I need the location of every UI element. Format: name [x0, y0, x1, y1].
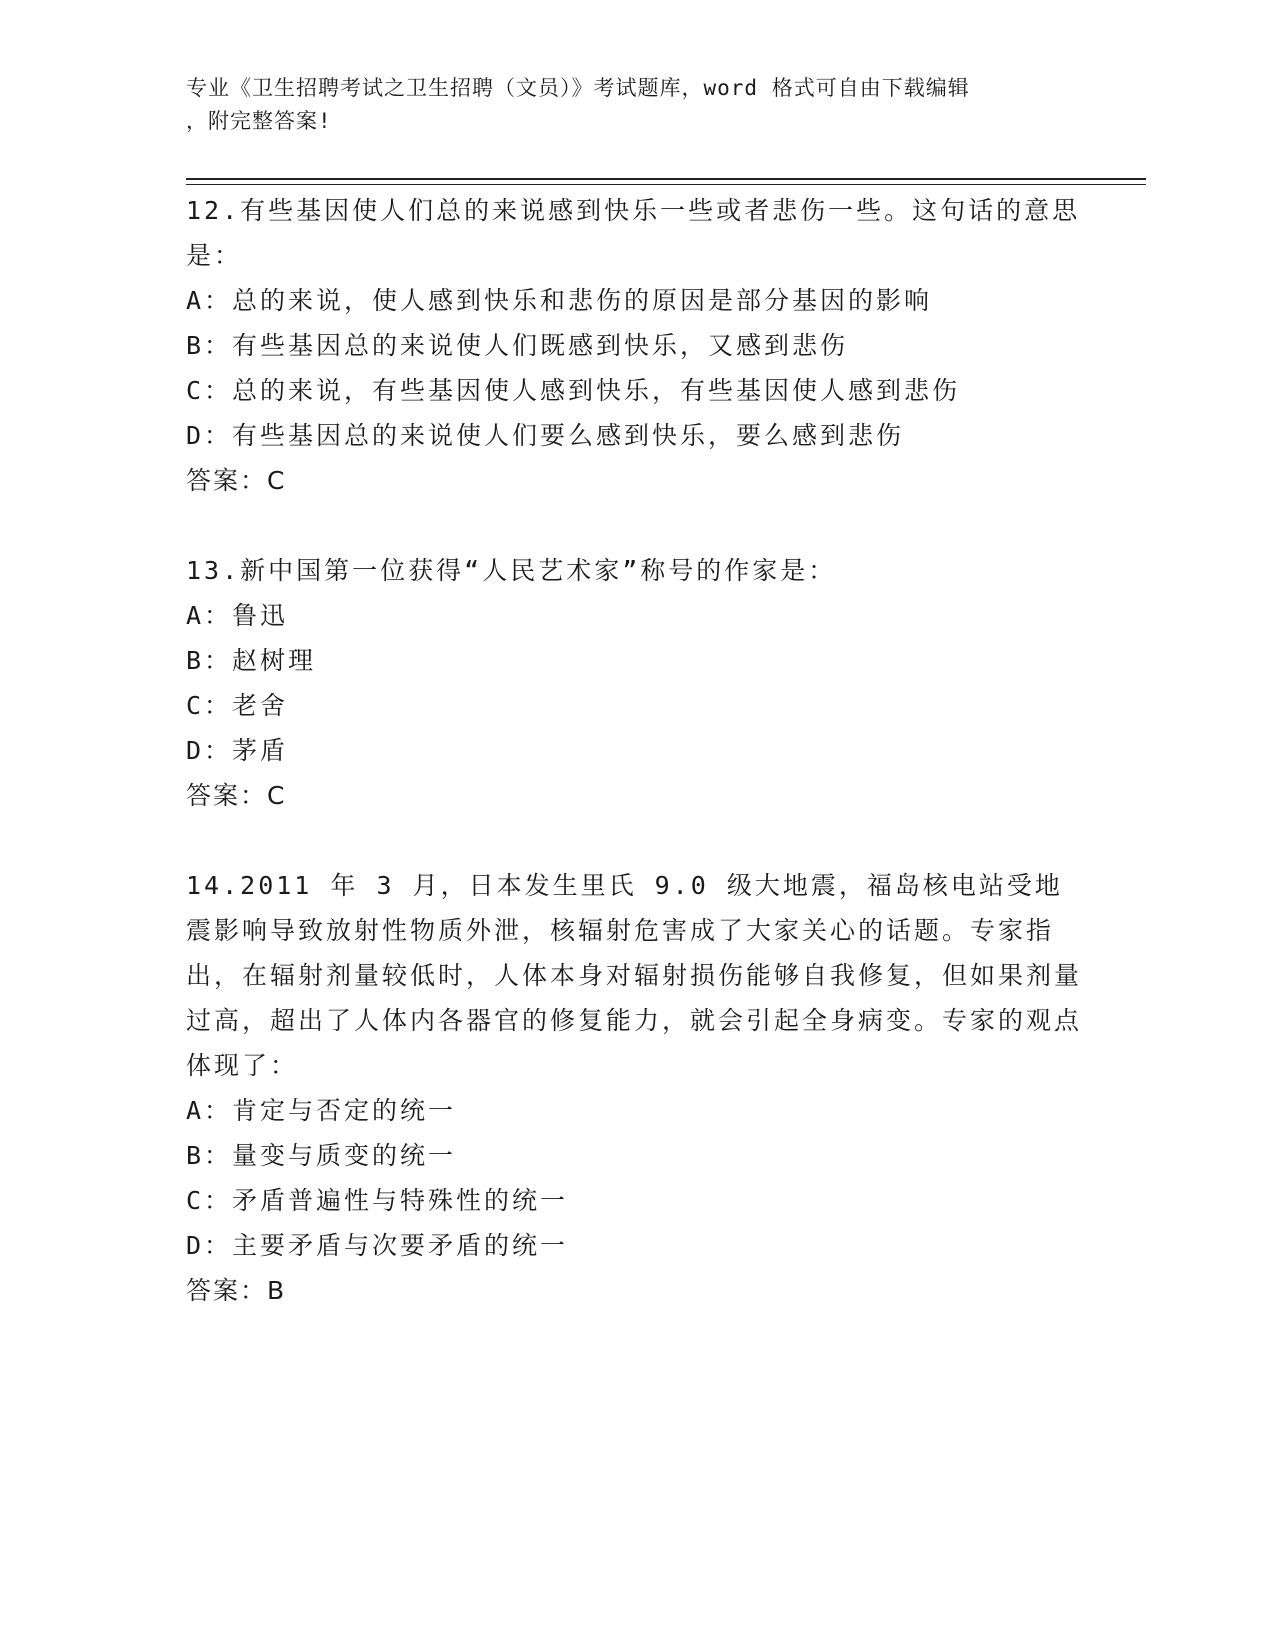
answer-value: B	[267, 1276, 287, 1305]
option-c: C：总的来说，有些基因使人感到快乐，有些基因使人感到悲伤	[186, 376, 961, 405]
header-line-2: ，附完整答案!	[186, 109, 332, 133]
header-divider-thick	[186, 178, 1146, 180]
option-a: A：鲁迅	[186, 601, 289, 630]
answer-label: 答案：	[186, 1276, 268, 1305]
option-d: D：有些基因总的来说使人们要么感到快乐，要么感到悲伤	[186, 421, 905, 450]
header-line-1: 专业《卫生招聘考试之卫生招聘（文员）》考试题库，word 格式可自由下载编辑	[186, 76, 970, 100]
question-stem: 13.新中国第一位获得“人民艺术家”称号的作家是：	[186, 556, 837, 585]
question-list	[186, 188, 1086, 1358]
question-stem: 14.2011 年 3 月，日本发生里氏 9.0 级大地震，福岛核电站受地震影响导致放射性物质外泄，核辐射危害成了大家关心的话题。专家指出，在辐射剂量较低时，人体本身对辐射损伤能够自我修复，但如果剂量过高，超出了人体内各器官的修复能力，就会引起全身病变。专家的观点体现了：	[186, 871, 1083, 1080]
option-d: D：茅盾	[186, 736, 289, 765]
answer-label: 答案：	[186, 781, 268, 810]
option-a: A：总的来说，使人感到快乐和悲伤的原因是部分基因的影响	[186, 286, 933, 315]
question-stem: 12.有些基因使人们总的来说感到快乐一些或者悲伤一些。这句话的意思是：	[186, 196, 1081, 270]
option-a: A：肯定与否定的统一	[186, 1096, 457, 1125]
option-c: C：老舍	[186, 691, 289, 720]
option-b: B：有些基因总的来说使人们既感到快乐，又感到悲伤	[186, 331, 849, 360]
option-c: C：矛盾普遍性与特殊性的统一	[186, 1186, 569, 1215]
answer-value: C	[267, 781, 287, 810]
answer-line	[186, 458, 1086, 503]
option-b: B：量变与质变的统一	[186, 1141, 457, 1170]
answer-label: 答案：	[186, 466, 268, 495]
answer-value: C	[267, 466, 287, 495]
header-divider-thin	[186, 184, 1146, 185]
option-b: B：赵树理	[186, 646, 317, 675]
option-d: D：主要矛盾与次要矛盾的统一	[186, 1231, 569, 1260]
document-header	[186, 72, 1066, 138]
answer-line	[186, 1268, 1086, 1313]
question-13	[186, 548, 1086, 818]
question-12	[186, 188, 1086, 503]
answer-line	[186, 773, 1086, 818]
question-14	[186, 863, 1086, 1313]
